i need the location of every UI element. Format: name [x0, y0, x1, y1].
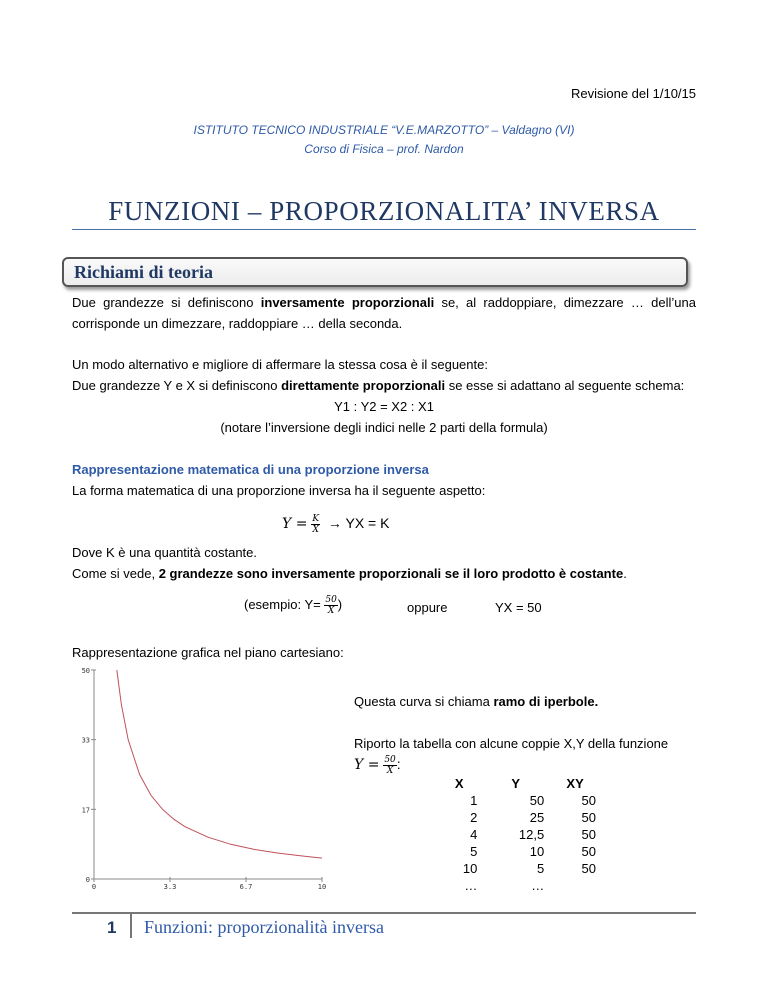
x-tick-label: 10: [317, 883, 327, 891]
page-title: FUNZIONI – PROPORZIONALITA’ INVERSA: [108, 196, 660, 226]
example-fraction: $\frac{50}{X}$: [325, 595, 337, 616]
inverse-formula: Y = $\frac{K}{X}$ → YX = K: [282, 514, 390, 535]
y-tick-label: 17: [81, 806, 90, 815]
table-row: … …: [464, 878, 545, 893]
product-constant-line: Come si vede, 2 grandezze sono inversamente proporzionali se il loro prodotto è costante.: [72, 566, 627, 581]
chart-axes: [94, 670, 322, 879]
definition-line-2: corrisponde un dimezzare, raddoppiare … della seconda.: [72, 316, 403, 331]
y-tick-label: 0: [85, 876, 90, 884]
header-x: X: [454, 776, 464, 791]
proportion-formula: Y1 : Y2 = X2 : X1: [334, 399, 434, 414]
y-tick-label: 50: [81, 667, 90, 675]
math-heading: Rappresentazione matematica di una proporzione inversa: [72, 462, 429, 477]
revision-date: Revisione del 1/10/15: [570, 86, 696, 101]
header-y: Y: [511, 776, 521, 791]
footer-rule: [72, 912, 696, 914]
bold-statement: 2 grandezze sono inversamente proporzionali se il loro prodotto è costante: [158, 566, 624, 581]
footer-title: Funzioni: proporzionalità inversa: [144, 917, 384, 937]
paragraph-definition: [72, 292, 696, 334]
section-title: Richiami di teoria: [74, 262, 213, 282]
table-function: Y = $\frac{50}{X}$ :: [354, 754, 401, 776]
formula-note: (notare l’inversione degli indici nelle 2 parti della formula): [220, 420, 548, 435]
institute-name: ISTITUTO TECNICO INDUSTRIALE “V.E.MARZOTTO” – Valdagno (VI): [193, 123, 575, 137]
alternative-line-1: Un modo alternativo e migliore di affermare la stessa cosa è il seguente:: [72, 357, 488, 372]
header-block: [0, 121, 768, 159]
table-row: 10 5 50: [462, 861, 596, 876]
graph-notes: [354, 691, 694, 776]
y-tick-label: 33: [81, 736, 90, 745]
graph-intro: Rappresentazione grafica nel piano cartesiano:: [72, 645, 344, 660]
alternative-line-2: Due grandezze Y e X si definiscono direttamente proporzionali se esse si adattano al seguente schema:: [72, 378, 685, 393]
example-formula: (esempio: Y= $\frac{50}{X}$ ): [244, 595, 343, 616]
example-or: oppure: [407, 600, 448, 615]
x-tick-label: 3.3: [163, 883, 177, 891]
bold-term: direttamente proporzionali: [281, 378, 446, 393]
math-section: [72, 459, 696, 501]
values-table: [436, 775, 601, 894]
header-xy: XY: [566, 776, 584, 791]
section-header: [62, 257, 688, 287]
x-tick-label: 6.7: [239, 883, 253, 891]
table-row: 4 12,5 50: [470, 827, 596, 842]
function-fraction: $\frac{50}{X}$: [384, 754, 396, 776]
constant-line: Dove K è una quantità costante.: [72, 545, 258, 560]
table-header-row: [436, 775, 601, 792]
definition-line-1: Due grandezze si definiscono inversamente proporzionali se, al raddoppiare, dimezzare … dell’una: [72, 295, 696, 310]
table-intro: Riporto la tabella con alcune coppie X,Y della funzione: [354, 736, 669, 751]
x-tick-label: 0: [91, 883, 97, 891]
math-intro: La forma matematica di una proporzione inversa ha il seguente aspetto:: [72, 483, 486, 498]
bold-term: inversamente proporzionali: [260, 295, 435, 310]
table-row: 1 50 50: [470, 793, 596, 808]
example-alt: YX = 50: [495, 600, 542, 615]
course-name: Corso di Fisica – prof. Nardon: [304, 142, 464, 156]
table-row: 5 10 50: [470, 844, 596, 859]
footer-divider: [130, 914, 132, 938]
chart-ticks: [82, 667, 327, 891]
arrow-icon: →: [327, 515, 342, 532]
curve-name: Questa curva si chiama ramo di iperbole.: [354, 694, 599, 709]
table-row: 2 25 50: [470, 810, 596, 825]
title-underline: [72, 229, 696, 230]
hyperbola-chart: [72, 658, 340, 894]
bold-term: ramo di iperbole.: [493, 694, 599, 709]
page-number: 1: [107, 918, 117, 937]
paragraph-alternative: [72, 354, 696, 438]
formula-fraction: $\frac{K}{X}$: [312, 514, 320, 535]
hyperbola-curve: [117, 670, 322, 858]
constant-explanation: [72, 542, 696, 584]
